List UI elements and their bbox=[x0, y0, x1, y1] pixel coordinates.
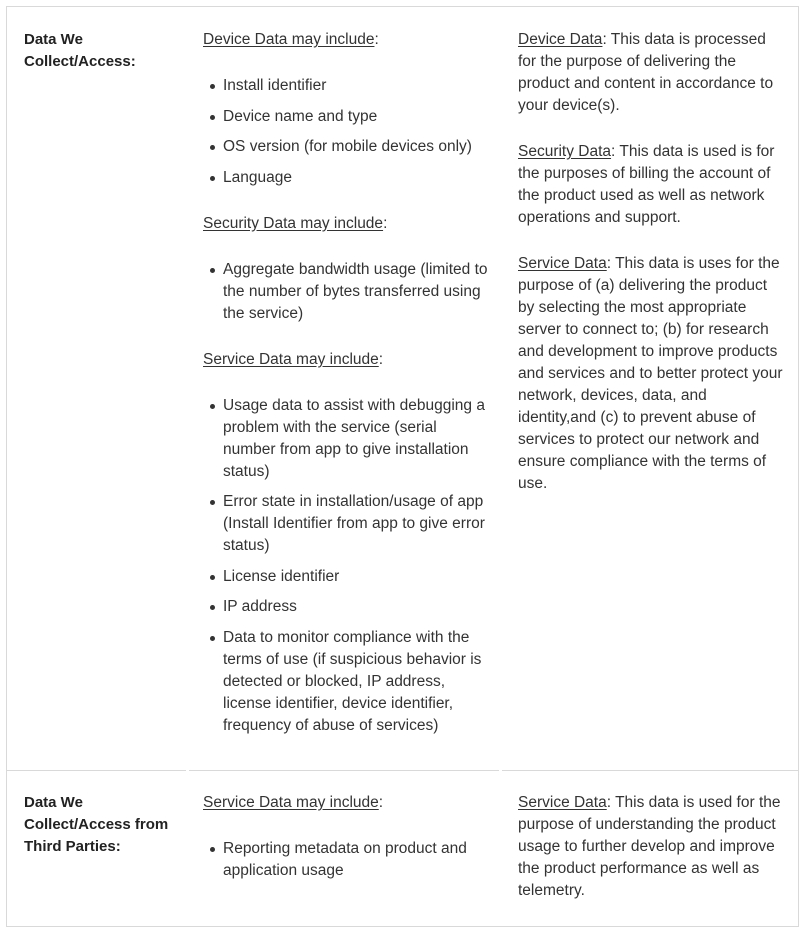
service-data-list bbox=[203, 838, 489, 882]
data-types-cell bbox=[187, 770, 501, 926]
purpose-term: Service Data bbox=[518, 794, 607, 811]
purpose-text: : This data is used is for the purposes of billing the account of the product used as well as network operations and support. bbox=[518, 143, 775, 226]
purpose-device-data bbox=[518, 29, 786, 117]
divider bbox=[186, 770, 189, 771]
table-row-third-parties bbox=[7, 770, 798, 927]
list-item: Aggregate bandwidth usage (limited to the number of bytes transferred using the service) bbox=[203, 259, 489, 325]
table-row-data-we-collect bbox=[7, 7, 798, 770]
row-label-cell bbox=[7, 770, 187, 926]
purpose-term: Service Data bbox=[518, 255, 607, 272]
colon: : bbox=[378, 350, 384, 368]
service-data-list bbox=[203, 395, 489, 737]
group-title-text: Service Data may include bbox=[203, 794, 379, 811]
purpose-security-data bbox=[518, 141, 786, 229]
purpose-service-data bbox=[518, 253, 786, 495]
list-item: Device name and type bbox=[203, 106, 489, 128]
list-item: Install identifier bbox=[203, 75, 489, 97]
list-item: Usage data to assist with debugging a problem with the service (serial number from app to give installation status) bbox=[203, 395, 489, 483]
group-title-service-data bbox=[203, 349, 489, 371]
security-data-list bbox=[203, 259, 489, 325]
device-data-list bbox=[203, 75, 489, 189]
list-item: OS version (for mobile devices only) bbox=[203, 136, 489, 158]
purpose-service-data bbox=[518, 792, 786, 902]
list-item: Data to monitor compliance with the terms of use (if suspicious behavior is detected or blocked, IP address, license identifier, device identifier, frequency of abuse of services) bbox=[203, 627, 489, 737]
group-title-service-data bbox=[203, 792, 489, 814]
group-title-security-data bbox=[203, 213, 489, 235]
purposes-cell bbox=[501, 7, 798, 770]
list-item: License identifier bbox=[203, 566, 489, 588]
colon: : bbox=[374, 31, 379, 48]
purposes-cell bbox=[501, 770, 798, 926]
colon: : bbox=[383, 214, 388, 232]
row-label: Data We Collect/Access: bbox=[24, 31, 136, 70]
list-item: Language bbox=[203, 167, 489, 189]
colon: : bbox=[378, 794, 384, 811]
group-title-text: Security Data may include bbox=[203, 214, 384, 232]
row-label-cell bbox=[7, 7, 187, 770]
purpose-term: Security Data bbox=[518, 143, 612, 160]
group-title-text: Device Data may include bbox=[203, 31, 375, 48]
data-collection-table bbox=[6, 6, 799, 927]
list-item: Error state in installation/usage of app (Install Identifier from app to give error status) bbox=[203, 491, 489, 557]
list-item: Reporting metadata on product and application usage bbox=[203, 838, 489, 882]
group-title-text: Service Data may include bbox=[203, 350, 379, 368]
divider bbox=[499, 770, 502, 771]
list-item: IP address bbox=[203, 596, 489, 618]
purpose-text: : This data is processed for the purpose of delivering the product and content in accordance to your device(s). bbox=[518, 31, 774, 114]
group-title-device-data bbox=[203, 29, 489, 51]
purpose-text: : This data is used for the purpose of understanding the product usage to further develop and improve the product performance as well as telemetry. bbox=[518, 794, 781, 899]
purpose-text: : This data is uses for the purpose of (a) delivering the product by selecting the most appropriate server to connect to; (b) for research and development to improve products and services and to better protect your network, devices, data, and identity,and (c) to prevent abuse of services to protect our network and ensure compliance with the terms of use. bbox=[518, 255, 783, 492]
purpose-term: Device Data bbox=[518, 31, 603, 48]
row-label: Data We Collect/Access from Third Parties: bbox=[24, 794, 169, 855]
data-types-cell bbox=[187, 7, 501, 770]
